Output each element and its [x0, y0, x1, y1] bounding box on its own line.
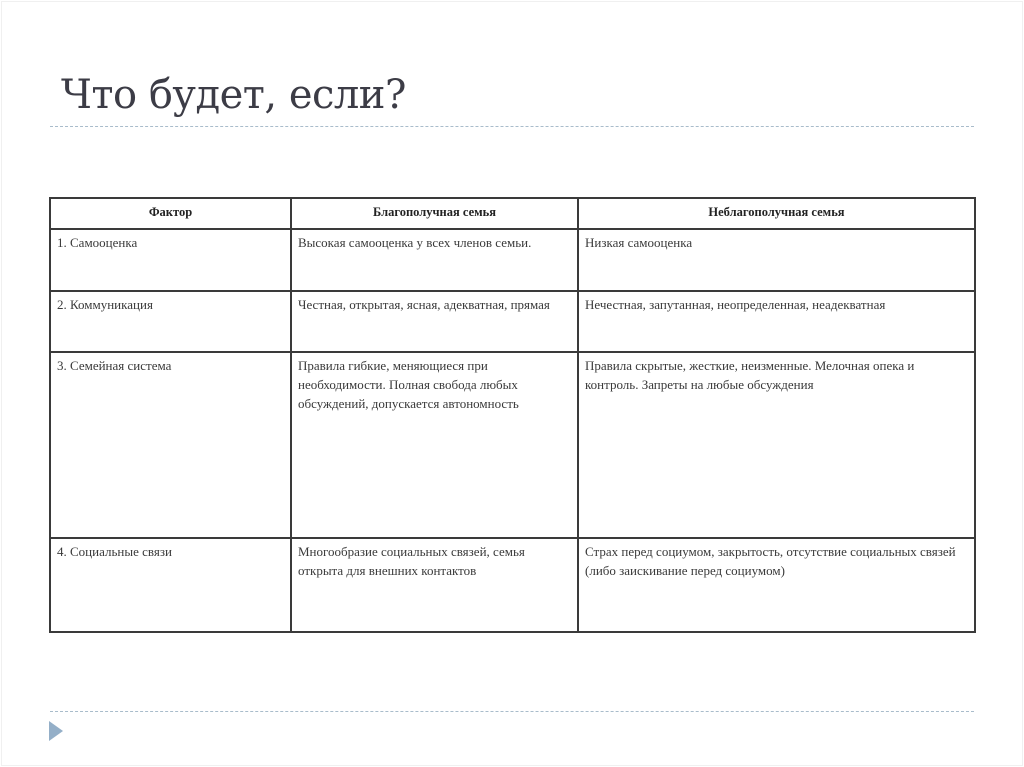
slide-title: Что будет, если? — [61, 72, 406, 118]
cell-good: Честная, открытая, ясная, адекватная, прямая — [291, 291, 578, 352]
cell-bad: Правила скрытые, жесткие, неизменные. Мелочная опека и контроль. Запреты на любые обсуждения — [578, 352, 975, 538]
header-factor: Фактор — [50, 198, 291, 229]
comparison-table — [49, 197, 976, 633]
header-bad-family: Неблагополучная семья — [578, 198, 975, 229]
table-row — [50, 291, 975, 352]
cell-factor: 2. Коммуникация — [50, 291, 291, 352]
footer-divider — [50, 711, 974, 712]
table-header-row — [50, 198, 975, 229]
title-divider — [50, 126, 974, 127]
cell-factor: 1. Самооценка — [50, 229, 291, 291]
cell-bad: Страх перед социумом, закрытость, отсутствие социальных связей (либо заискивание перед социумом) — [578, 538, 975, 632]
cell-bad: Низкая самооценка — [578, 229, 975, 291]
table-row — [50, 352, 975, 538]
header-good-family: Благополучная семья — [291, 198, 578, 229]
cell-factor: 4. Социальные связи — [50, 538, 291, 632]
play-triangle-icon[interactable] — [49, 721, 63, 741]
cell-factor: 3. Семейная система — [50, 352, 291, 538]
cell-good: Высокая самооценка у всех членов семьи. — [291, 229, 578, 291]
cell-bad: Нечестная, запутанная, неопределенная, неадекватная — [578, 291, 975, 352]
cell-good: Многообразие социальных связей, семья открыта для внешних контактов — [291, 538, 578, 632]
table-row — [50, 229, 975, 291]
table-row — [50, 538, 975, 632]
cell-good: Правила гибкие, меняющиеся при необходимости. Полная свобода любых обсуждений, допускается автономность — [291, 352, 578, 538]
